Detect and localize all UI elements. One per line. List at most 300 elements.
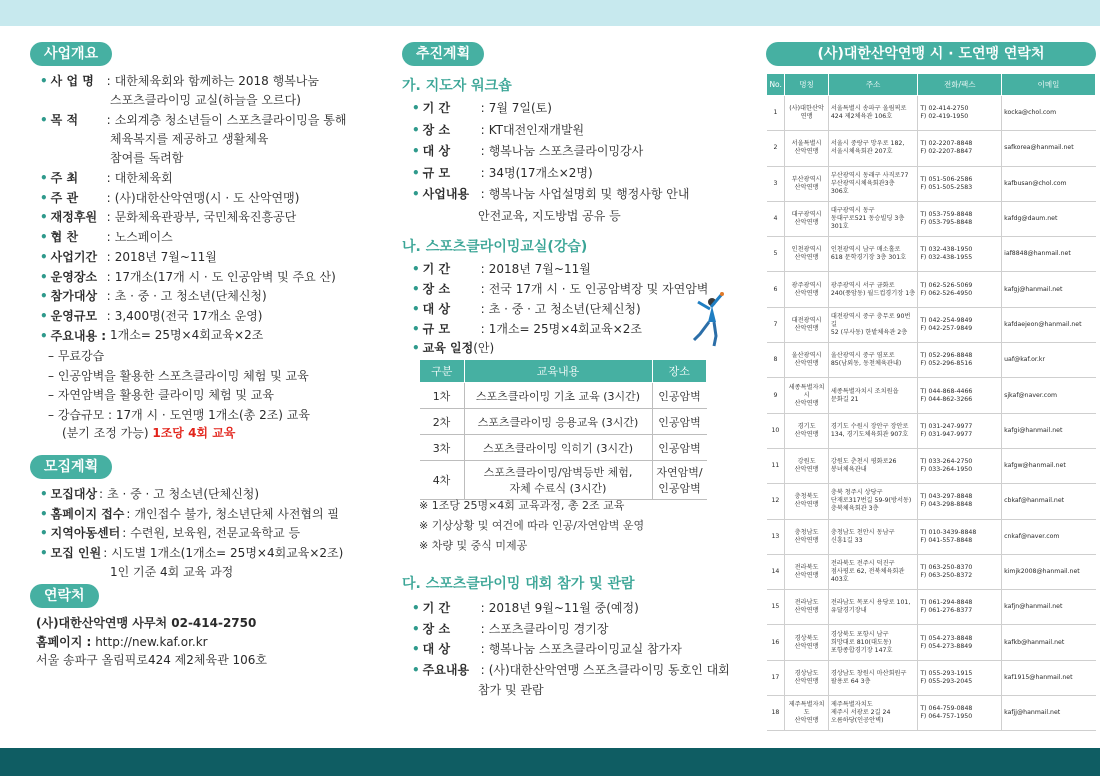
contact-cell: 5 [767,237,785,272]
contact-cell: 15 [767,590,785,625]
contact-cell: T) 062-526-5069 F) 062-526-4950 [918,272,1002,307]
bullet-icon: • [412,282,420,296]
contact-row [767,343,1096,378]
info-row [40,309,262,323]
info-label: 규 모 [422,322,451,336]
schedule-cell: 스포츠클라이밍 기초 교육 (3시간) [464,383,652,409]
info-label: 홈페이지 접수 [50,506,125,521]
bullet-icon: • [40,171,48,185]
info-value: (사)대한산악연맹 스포츠클라이밍 동호인 대회 [488,662,730,677]
info-label: 모집 인원 [50,545,102,560]
bullet-icon: • [412,262,420,276]
contact-header: 명칭 [785,74,829,96]
homepage-label: 홈페이지 : [36,635,92,649]
info-row [412,302,641,316]
section-c-title: 다. 스포츠클라이밍 대회 참가 및 관람 [402,576,635,592]
info-value-cont: 1인 기준 4회 교육 과정 [110,565,234,579]
colon: : [106,230,111,245]
contact-cell: 충청남도 천안시 동남구 신흥1길 33 [828,519,918,554]
contact-cell: 경상북도 포항시 남구 희망대로 810(대도동) 포항종합경기장 147호 [828,625,918,660]
contact-row [767,307,1096,342]
info-label: 대 상 [422,144,451,158]
federation-contact-table [766,73,1096,731]
info-row [412,322,642,336]
bullet-icon: • [412,642,420,656]
info-value: 초 · 중 · 고 청소년(단체신청) [488,302,641,316]
colon: : [106,112,111,127]
bullet-icon: • [40,190,48,205]
plan-title: 추진계획 [402,42,484,66]
contact-cell[interactable]: kimjk2008@hanmail.net [1002,554,1096,589]
info-value: 노스페이스 [114,230,173,245]
bottom-band [0,748,1100,776]
contact-cell: 서울특별시 산악연맹 [785,131,829,166]
contact-row [767,696,1096,731]
contact-row [767,660,1096,695]
info-value: 개인접수 불가, 청소년단체 사전협의 필 [134,506,339,521]
info-value: 초 · 중 · 고 청소년(단체신청) [114,289,267,304]
bullet-icon: • [40,230,48,245]
schedule-row [420,409,707,435]
contact-cell[interactable]: kafkb@hanmail.net [1002,625,1096,660]
info-label: 장 소 [422,621,451,636]
contact-cell: T) 053-759-8848 F) 053-795-8848 [918,201,1002,236]
contact-row [767,201,1096,236]
contact-cell: 광주광역시 산악연맹 [785,272,829,307]
info-value-cont: 참여를 독려함 [110,151,184,166]
content-line: – 강습규모 : 17개 시 · 도연맹 1개소(총 2조) 교육 [48,407,310,422]
schedule-cell: 인공암벽 [652,409,707,435]
contact-header: No. [767,74,785,96]
info-label: 주 관 [50,190,79,205]
info-value: 2018년 9월~11월 중(예정) [488,601,639,615]
info-row [412,642,682,656]
content-line: – 자연암벽을 활용한 클라이밍 체험 및 교육 [48,388,274,402]
info-row [40,289,267,303]
contact-cell: 경기도 산악연맹 [785,413,829,448]
contact-cell: 18 [767,696,785,731]
contact-cell: 서울특별시 송파구 올림픽로 424 제2체육관 106호 [828,96,918,131]
schedule-cell: 1차 [420,383,465,409]
info-label: 재정후원 [50,210,98,225]
info-row [40,487,259,501]
schedule-cell: 4차 [420,461,465,500]
colon: : [106,190,111,205]
bullet-icon: • [40,112,48,127]
contact-cell: 제주특별자치도 산악연맹 [785,696,829,731]
info-value-cont: 안전교육, 지도방법 공유 등 [478,208,621,223]
contact-row [767,625,1096,660]
contact-cell[interactable]: kafdaejeon@hanmail.net [1002,307,1096,342]
contact-cell: 경기도 수원시 장안구 장안로 134, 경기도체육회관 907호 [828,413,918,448]
contact-cell[interactable]: cnkaf@naver.com [1002,519,1096,554]
colon: : [106,171,111,185]
bullet-icon: • [40,487,48,501]
contact-row [767,166,1096,201]
section-b-title: 나. 스포츠클라이밍교실(강습) [402,239,588,255]
info-value: 소외계층 청소년들이 스포츠클라이밍을 통해 [114,112,347,127]
contact-cell: T) 061-294-8848 F) 061-276-8377 [918,590,1002,625]
info-value: 17개소(17개 시 · 도 인공암벽 및 주요 산) [114,269,336,284]
contact-cell: T) 02-2207-8848 F) 02-2207-8847 [918,131,1002,166]
bullet-icon: • [412,621,420,636]
contact-cell: 충청북도 산악연맹 [785,484,829,519]
schedule-cell: 스포츠클라이밍 익히기 (3시간) [464,435,652,461]
contact-header: 전화/팩스 [918,74,1002,96]
contact-cell: T) 051-506-2586 F) 051-505-2583 [918,166,1002,201]
contact-cell: 대전광역시 산악연맹 [785,307,829,342]
contact-cell: 경상남도 산악연맹 [785,660,829,695]
contact-cell: 4 [767,201,785,236]
contact-cell: T) 043-297-8848 F) 043-298-8848 [918,484,1002,519]
contact-cell[interactable]: sjkaf@naver.com [1002,378,1096,413]
schedule-row [420,383,707,409]
contact-cell: 인천광역시 남구 매소홀로 618 문학경기장 3층 301호 [828,237,918,272]
contact-cell: 7 [767,307,785,342]
info-row [40,526,300,540]
contact-cell: 전라남도 산악연맹 [785,590,829,625]
bullet-icon: • [40,249,48,264]
bullet-icon: • [40,526,48,540]
schedule-label-row: • 교육 일정(안) [412,341,495,355]
bullet-icon: • [40,269,48,284]
info-row [412,101,552,115]
colon: : [480,101,485,115]
contact-cell: 세종특별자치시 산악연맹 [785,378,829,413]
contact-cell: 부산광역시 동래구 사직로77 부산광역시체육회관3층 306호 [828,166,918,201]
content-label: 주요내용 : [50,329,107,343]
contact-cell[interactable]: kafbusan@chol.com [1002,166,1096,201]
contact-cell: T) 010-3439-8848 F) 041-557-8848 [918,519,1002,554]
info-value: KT대전인재개발원 [488,122,585,137]
info-value: 2018년 7월~11월 [114,249,217,264]
contact-homepage-row [36,635,208,649]
content-last-plain: (분기 조정 가능) [62,426,153,440]
contact-cell[interactable]: uaf@kaf.or.kr [1002,343,1096,378]
contact-cell[interactable]: safkorea@hanmail.net [1002,131,1096,166]
schedule-header: 장소 [652,360,707,383]
colon: : [480,282,485,296]
contact-cell: T) 063-250-8370 F) 063-250-8372 [918,554,1002,589]
bullet-icon: • [412,122,420,137]
info-row [412,262,591,276]
contact-cell: 16 [767,625,785,660]
schedule-cell: 인공암벽 [652,435,707,461]
top-band [0,0,1100,26]
contact-cell: 8 [767,343,785,378]
colon: : [103,545,108,560]
info-row [412,622,608,636]
colon: : [106,74,111,88]
contact-header: 이메일 [1002,74,1096,96]
contact-row [767,519,1096,554]
content-label-row: • 주요내용 : [40,329,107,343]
contact-cell: 충북 청주시 상당구 단재로317번길 59-9(방서동) 충북체육회관 3층 [828,484,918,519]
colon: : [480,187,485,201]
bullet-icon: • [40,74,48,88]
contact-cell: 강원도 춘천시 평화로26 봉녀체육관내 [828,448,918,483]
colon: : [106,210,111,225]
contact-cell[interactable]: iaf8848@hanmail.net [1002,237,1096,272]
bullet-icon: • [40,308,48,323]
info-value: 행복나눔 사업설명회 및 행정사항 안내 [488,187,690,201]
contact-cell[interactable]: kafgw@hanmail.net [1002,448,1096,483]
contact-cell: 9 [767,378,785,413]
schedule-table [419,359,707,500]
colon: : [480,262,485,276]
contact-cell: 2 [767,131,785,166]
bullet-icon: • [412,165,420,180]
climber-illustration [686,292,726,352]
contact-cell: 12 [767,484,785,519]
info-value: 문화체육관광부, 국민체육진흥공단 [114,210,297,225]
contact-row [767,554,1096,589]
info-label: 기 간 [422,262,451,276]
contact-cell: T) 031-247-9977 F) 031-947-9977 [918,413,1002,448]
contact-cell: 1 [767,96,785,131]
contact-cell: 인천광역시 산악연맹 [785,237,829,272]
bullet-icon: • [412,322,420,336]
schedule-cell: 2차 [420,409,465,435]
info-row [412,601,639,615]
bullet-icon: • [412,101,420,115]
info-value: 행복나눔 스포츠클라이밍교실 참가자 [488,642,682,656]
contact-cell: 경상남도 창원시 마산회원구 팔용로 64 3층 [828,660,918,695]
contact-cell: (사)대한산악연맹 [785,96,829,131]
schedule-note: ※ 차량 및 중식 미제공 [419,539,528,552]
info-label: 대 상 [422,642,451,656]
contact-cell: 전라남도 목포시 용당로 101, 유달경기장내 [828,590,918,625]
contact-cell: 6 [767,272,785,307]
colon: : [480,165,485,180]
info-row [40,171,173,185]
colon: : [106,289,111,304]
contact-org: (사)대한산악연맹 사무처 02-414-2750 [36,616,257,630]
schedule-note: ※ 1조당 25명×4회 교육과정, 총 2조 교육 [419,499,625,512]
info-row [412,282,708,296]
contact-cell: 전라북도 전주시 덕진구 점사평로 62, 전북체육회관 403호 [828,554,918,589]
schedule-row [420,435,707,461]
contact-row [767,484,1096,519]
info-value: 수련원, 보육원, 전문교육학교 등 [130,526,301,540]
content-last-red: 1조당 4회 교육 [152,426,236,440]
contact-cell: T) 033-264-2750 F) 033-264-1950 [918,448,1002,483]
info-label: 대 상 [422,302,451,316]
colon: : [126,506,131,521]
contact-address: 서울 송파구 올림픽로424 제2체육관 106호 [36,653,267,667]
contact-cell: 14 [767,554,785,589]
contact-cell: 대구광역시 동구 동대구로521 동승빌딩 3층 301호 [828,201,918,236]
bullet-icon: • [412,187,420,201]
contact-cell: 10 [767,413,785,448]
info-label: 운영장소 [50,269,98,284]
info-row [40,250,217,264]
contact-cell: 대전광역시 중구 충무로 90번길 52 (부사동) 한밭체육관 2층 [828,307,918,342]
info-row [40,230,173,244]
contact-cell: 대구광역시 산악연맹 [785,201,829,236]
contact-cell: 울산광역시 산악연맹 [785,343,829,378]
colon: : [480,302,485,316]
info-label: 주 최 [50,171,79,185]
colon: : [480,642,485,656]
contact-cell: T) 032-438-1950 F) 032-438-1955 [918,237,1002,272]
contact-cell[interactable]: kafjn@hanmail.net [1002,590,1096,625]
bullet-icon: • [412,302,420,316]
info-row [40,210,296,224]
bullet-icon: • [412,601,420,615]
info-label: 참가대상 [50,289,98,304]
contact-row [767,413,1096,448]
info-label: 협 찬 [50,230,79,245]
info-label: 사업내용 [422,187,470,201]
colon: : [480,322,485,336]
contact-cell[interactable]: kafgi@hanmail.net [1002,413,1096,448]
info-label: 운영규모 [50,308,98,323]
contact-row [767,590,1096,625]
info-row [412,166,593,180]
schedule-header: 구분 [420,360,465,383]
colon: : [99,487,104,501]
contact-cell: 강원도 산악연맹 [785,448,829,483]
contact-cell: T) 052-296-8848 F) 052-296-8516 [918,343,1002,378]
info-row [40,113,346,127]
contact-cell[interactable]: kafdg@daum.net [1002,201,1096,236]
colon: : [480,621,485,636]
info-value: 1개소= 25명×4회교육×2조 [488,322,643,336]
info-row [40,270,336,284]
info-value: 스포츠클라이밍 경기장 [488,621,609,636]
info-row [412,187,689,201]
contact-cell[interactable]: kaf1915@hanmail.net [1002,660,1096,695]
contact-cell: T) 064-759-0848 F) 064-757-1950 [918,696,1002,731]
bullet-icon: • [40,506,48,521]
schedule-cell: 스포츠클라이밍 응용교육 (3시간) [464,409,652,435]
recruit-title: 모집계획 [30,455,112,479]
info-label: 사업기간 [50,249,98,264]
contact-cell: 전라북도 산악연맹 [785,554,829,589]
contacts-title: (사)대한산악연맹 시 · 도연맹 연락처 [766,42,1096,66]
bullet-icon: • [412,144,420,158]
info-value: 34명(17개소×2명) [488,165,593,180]
contact-row [767,378,1096,413]
info-label: 목 적 [50,112,79,127]
contact-row [767,272,1096,307]
section-a-title: 가. 지도자 워크숍 [402,78,512,94]
contact-cell[interactable]: kocka@chol.com [1002,96,1096,131]
contact-cell[interactable]: kafgj@hanmail.net [1002,272,1096,307]
contact-cell: 세종특별자치시 조치원읍 문화길 21 [828,378,918,413]
info-label: 기 간 [422,101,451,115]
colon: : [122,526,127,540]
contact-row [767,448,1096,483]
info-value: 행복나눔 스포츠클라이밍강사 [488,144,644,158]
schedule-cell: 3차 [420,435,465,461]
contact-cell: 광주광역시 서구 금화로 240(풍암동) 월드컵경기장 1층 [828,272,918,307]
colon: : [480,144,485,158]
contact-cell: 17 [767,660,785,695]
info-value: 대한체육회와 함께하는 2018 행복나눔 [114,74,319,88]
homepage-link[interactable]: http://new.kaf.or.kr [95,635,208,649]
contact-cell: 울산광역시 중구 염포로 85(남외동, 동천체육관내) [828,343,918,378]
info-value: 대한체육회 [114,171,173,185]
schedule-cell: 자연암벽/ 인공암벽 [652,461,707,500]
bullet-icon: • [40,545,48,560]
bullet-icon: • [412,662,420,677]
info-value: 초 · 중 · 고 청소년(단체신청) [107,487,260,501]
schedule-row [420,461,707,500]
info-row [40,191,299,205]
info-label: 모집대상 [50,487,98,501]
contact-cell: T) 054-273-8848 F) 054-273-8849 [918,625,1002,660]
contact-title: 연락처 [30,584,99,608]
content-line: – 무료강습 [48,349,105,363]
info-value: 2018년 7월~11월 [488,262,591,276]
overview-title: 사업개요 [30,42,112,66]
contact-cell[interactable]: kafjj@hanmail.net [1002,696,1096,731]
info-label: 지역아동센터 [50,526,121,540]
schedule-note: ※ 기상상황 및 여건에 따라 인공/자연암벽 운영 [419,519,645,532]
schedule-cell: 스포츠클라이밍/암벽등반 체험, 자체 수료식 (3시간) [464,461,652,500]
contact-row [767,237,1096,272]
info-value: (사)대한산악연맹(시 · 도 산악연맹) [114,190,300,205]
info-label: 규 모 [422,165,451,180]
contact-cell: T) 02-414-2750 F) 02-419-1950 [918,96,1002,131]
schedule-header: 교육내용 [464,360,652,383]
info-label: 장 소 [422,282,451,296]
content-line: – 인공암벽을 활용한 스포츠클라이밍 체험 및 교육 [48,368,309,383]
info-row [412,123,584,137]
info-row [40,507,339,521]
info-value-cont: 스포츠클라이밍 교실(하늘을 오르다) [110,93,301,108]
colon: : [480,122,485,137]
info-row [412,663,730,677]
info-label: 사 업 명 [50,74,94,88]
contact-cell[interactable]: cbkaf@hanmail.net [1002,484,1096,519]
colon: : [106,308,111,323]
contact-cell: 제주특별자치도 제주시 서광로 2길 24 오름하당(인공안벽) [828,696,918,731]
info-value-cont: 체육복지를 제공하고 생활체육 [110,132,269,147]
contact-cell: 11 [767,448,785,483]
contact-cell: 경상북도 산악연맹 [785,625,829,660]
colon: : [106,269,111,284]
info-label: 장 소 [422,122,451,137]
bullet-icon: • [40,210,48,225]
contact-cell: T) 042-254-9849 F) 042-257-9849 [918,307,1002,342]
info-row [412,144,643,158]
contact-cell: T) 044-868-4466 F) 044-862-3266 [918,378,1002,413]
info-label: 주요내용 [422,662,470,677]
colon: : [480,662,485,677]
info-value: 시도별 1개소(1개소= 25명×4회교육×2조) [111,545,344,560]
schedule-cell: 인공암벽 [652,383,707,409]
contact-row [767,96,1096,131]
contact-header: 주소 [828,74,918,96]
contact-cell: 충청남도 산악연맹 [785,519,829,554]
contact-cell: 13 [767,519,785,554]
info-value-cont: 참가 및 관람 [478,683,544,697]
colon: : [106,249,111,264]
info-row [40,546,343,560]
info-value: 7월 7일(토) [488,101,552,115]
contact-cell: 3 [767,166,785,201]
info-value-cont: 1개소= 25명×4회교육×2조 [110,328,264,343]
contact-row [767,131,1096,166]
contact-cell: 서울시 중랑구 망우로 182, 서울시체육회관 207호 [828,131,918,166]
contact-cell: T) 055-293-1915 F) 055-293-2045 [918,660,1002,695]
info-row [40,74,319,88]
schedule-suffix: (안) [473,341,495,355]
contact-cell: 부산광역시 산악연맹 [785,166,829,201]
